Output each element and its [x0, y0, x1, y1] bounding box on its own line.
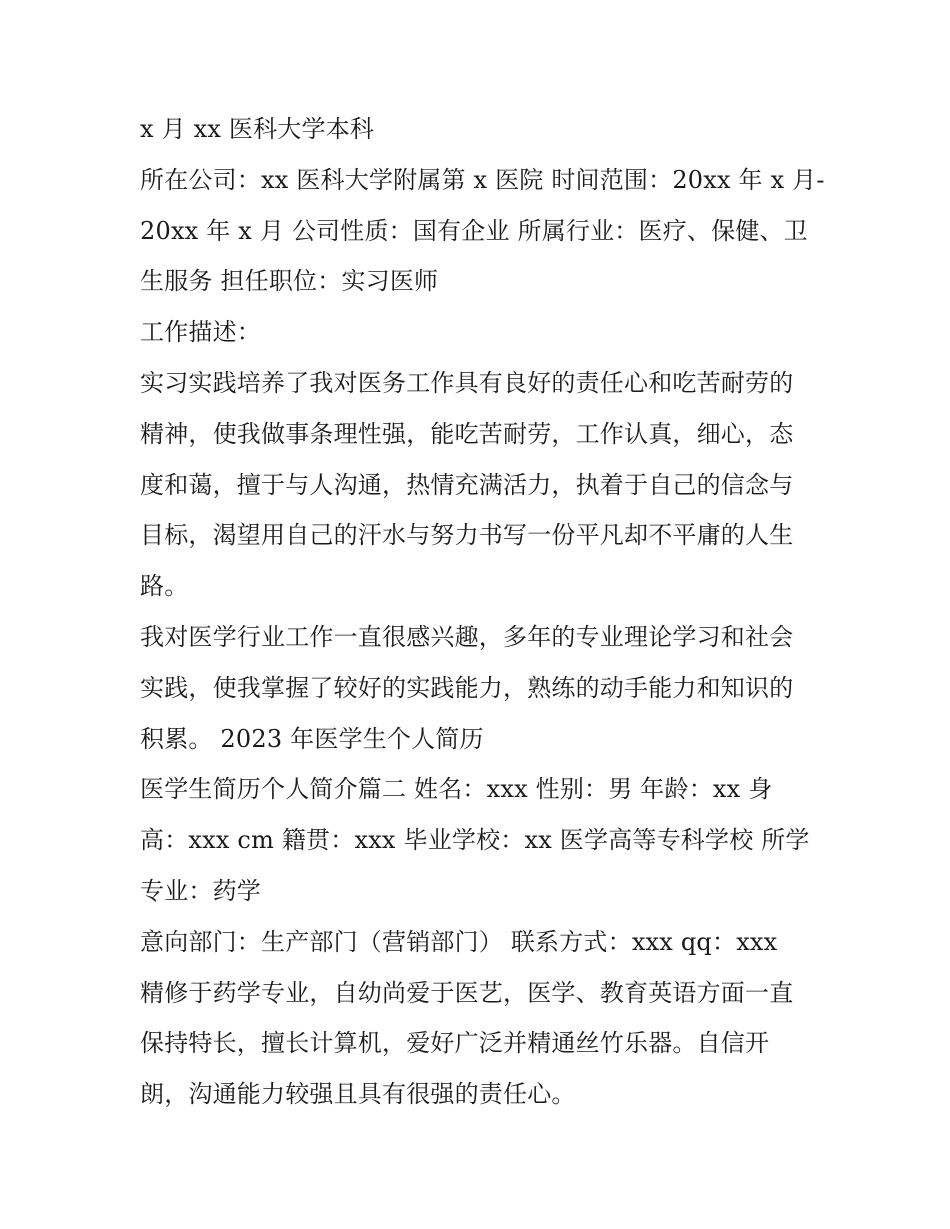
- text-line: 度和蔼，擅于与人沟通，热情充满活力，执着于自己的信念与: [140, 470, 794, 499]
- text-line: 医学生简历个人简介篇二 姓名：xxx 性别：男 年龄：xx 身: [140, 775, 773, 804]
- text-line: 我对医学行业工作一直很感兴趣，多年的专业理论学习和社会: [140, 622, 794, 651]
- text-line: 实习实践培养了我对医务工作具有良好的责任心和吃苦耐劳的: [140, 368, 794, 397]
- text-line: 朗，沟通能力较强且具有很强的责任心。: [140, 1080, 576, 1109]
- text-line: 高：xxx cm 籍贯：xxx 毕业学校：xx 医学高等专科学校 所学: [140, 826, 810, 855]
- text-line: 保持特长，擅长计算机，爱好广泛并精通丝竹乐器。自信开: [140, 1029, 770, 1058]
- text-line: 精修于药学专业，自幼尚爱于医艺，医学、教育英语方面一直: [140, 978, 794, 1007]
- text-line: 20xx 年 x 月 公司性质：国有企业 所属行业：医疗、保健、卫: [140, 216, 808, 245]
- document-body: [140, 104, 825, 1120]
- text-line: 生服务 担任职位：实习医师: [140, 267, 439, 296]
- text-line: 意向部门：生产部门（营销部门） 联系方式：xxx qq：xxx: [140, 927, 778, 956]
- text-line: 实践，使我掌握了较好的实践能力，熟练的动手能力和知识的: [140, 673, 794, 702]
- text-line: 积累。 2023 年医学生个人简历: [140, 724, 484, 753]
- text-line: x 月 xx 医科大学本科: [140, 115, 375, 143]
- text-line: 工作描述：: [140, 318, 261, 347]
- text-line: 路。: [140, 572, 189, 601]
- text-line: 目标，渴望用自己的汗水与努力书写一份平凡却不平庸的人生: [140, 521, 794, 550]
- text-line: 所在公司：xx 医科大学附属第 x 医院 时间范围：20xx 年 x 月-: [140, 165, 825, 194]
- text-line: 专业：药学: [140, 876, 261, 905]
- text-line: 精神，使我做事条理性强，能吃苦耐劳，工作认真，细心，态: [140, 419, 794, 448]
